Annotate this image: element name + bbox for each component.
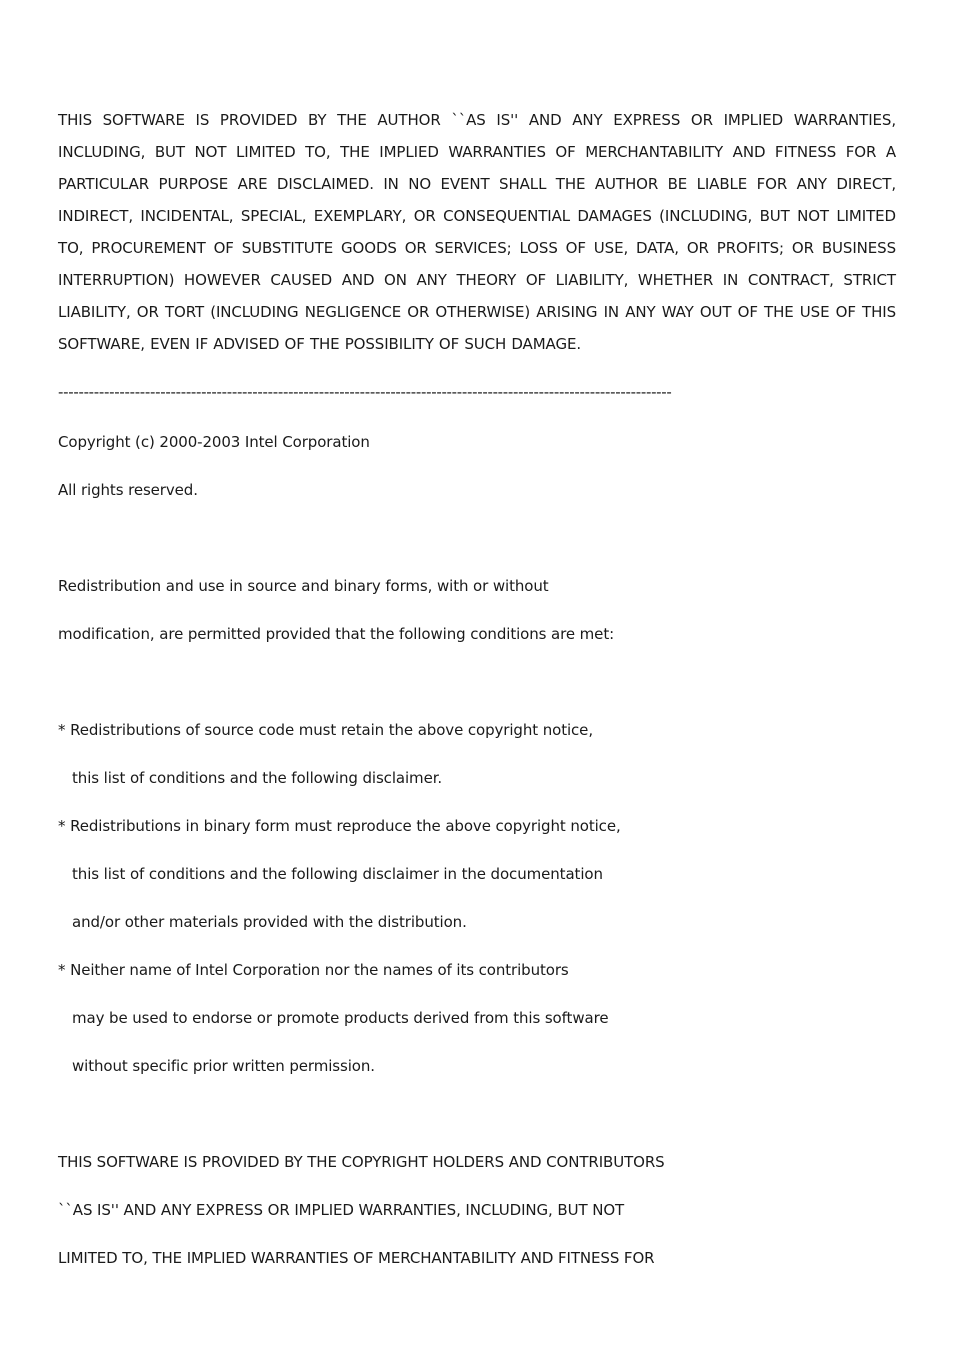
rights-line: All rights reserved.	[58, 481, 198, 499]
condition-line: * Neither name of Intel Corporation nor the names of its contributors	[58, 961, 569, 979]
condition-line: * Redistributions in binary form must reproduce the above copyright notice,	[58, 817, 621, 835]
warranty-line: THIS SOFTWARE IS PROVIDED BY THE COPYRIGHT HOLDERS AND CONTRIBUTORS	[58, 1153, 665, 1171]
condition-line: this list of conditions and the following disclaimer.	[58, 769, 443, 787]
redistribution-line: modification, are permitted provided that the following conditions are met:	[58, 625, 615, 643]
warranty-line: LIMITED TO, THE IMPLIED WARRANTIES OF MERCHANTABILITY AND FITNESS FOR	[58, 1249, 655, 1267]
section-divider: ------------------------------------------------------------------------------------------------------------------------	[58, 383, 672, 401]
condition-line: without specific prior written permission.	[58, 1057, 375, 1075]
copyright-line: Copyright (c) 2000-2003 Intel Corporation	[58, 433, 370, 451]
condition-line: this list of conditions and the following disclaimer in the documentation	[58, 865, 603, 883]
condition-line: may be used to endorse or promote products derived from this software	[58, 1009, 609, 1027]
blank-line	[58, 1090, 896, 1138]
disclaimer-paragraph: THIS SOFTWARE IS PROVIDED BY THE AUTHOR ``AS IS'' AND ANY EXPRESS OR IMPLIED WARRANTIES, INCLUDING, BUT NOT LIMITED TO, THE IMPLIED WARRANTIES OF MERCHANTABILITY AND FITNESS FOR A PARTICULAR PURPOSE ARE DISCLAIMED. IN NO EVENT SHALL THE AUTHOR BE LIABLE FOR ANY DIRECT, INDIRECT, INCIDENTAL, SPECIAL, EXEMPLARY, OR CONSEQUENTIAL DAMAGES (INCLUDING, BUT NOT LIMITED TO, PROCUREMENT OF SUBSTITUTE GOODS OR SERVICES; LOSS OF USE, DATA, OR PROFITS; OR BUSINESS INTERRUPTION) HOWEVER CAUSED AND ON ANY THEORY OF LIABILITY, WHETHER IN CONTRACT, STRICT LIABILITY, OR TORT (INCLUDING NEGLIGENCE OR OTHERWISE) ARISING IN ANY WAY OUT OF THE USE OF THIS SOFTWARE, EVEN IF ADVISED OF THE POSSIBILITY OF SUCH DAMAGE.	[58, 111, 896, 353]
redistribution-line: Redistribution and use in source and binary forms, with or without	[58, 577, 549, 595]
spacer	[58, 402, 896, 418]
document-page	[58, 104, 896, 1282]
condition-line: * Redistributions of source code must retain the above copyright notice,	[58, 721, 593, 739]
blank-line	[58, 658, 896, 706]
warranty-line: ``AS IS'' AND ANY EXPRESS OR IMPLIED WARRANTIES, INCLUDING, BUT NOT	[58, 1201, 625, 1219]
blank-line	[58, 514, 896, 562]
condition-line: and/or other materials provided with the distribution.	[58, 913, 467, 931]
